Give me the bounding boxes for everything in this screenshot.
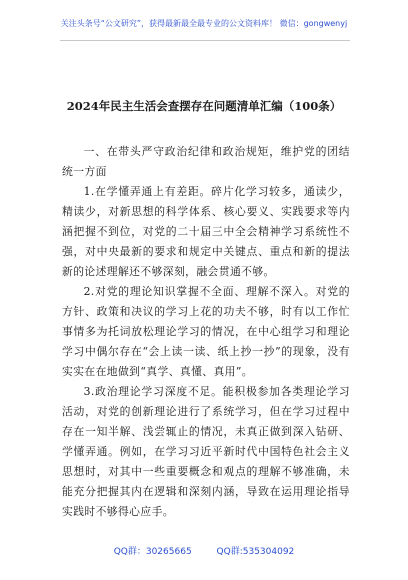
- footer-contacts: [0, 544, 408, 557]
- section-heading: 一、在带头严守政治纪律和政治规矩，维护党的团结统一方面: [62, 145, 350, 178]
- footer-qq-group-2[interactable]: QQ群:535304092: [216, 547, 295, 557]
- body-paragraph: 1.在学懂弄通上有差距。碎片化学习较多，通读少，精读少，对新思想的科学体系、核心要义、实践要求等内涵把握不到位，对党的二十届三中全会精神学习系统性不强，对中央最新的要求和规定中关键点、重点和新的提法新的论述理解还不够深刻，融会贯通不够。: [62, 185, 350, 278]
- document-title: 2024年民主生活会查摆存在问题清单汇编（100条）: [66, 99, 342, 113]
- body-paragraph: 3.政治理论学习深度不足。能积极参加各类理论学习活动，对党的创新理论进行了系统学习，但在学习过程中存在一知半解、浅尝辄止的情况，未真正做到深入钻研、学懂弄通。例如，在学习习近平新时代中国特色社会主义思想时，对其中一些重要概念和观点的理解不够准确，未能充分把握其内在逻辑和深刻内涵，导致在运用理论指导实践时不够得心应手。: [62, 385, 350, 518]
- body-paragraph: 2.对党的理论知识掌握不全面、理解不深入。对党的方针、政策和决议的学习上花的功夫不够，时有以工作忙事情多为托词放松理论学习的情况，在中心组学习和理论学习中偶尔存在“会上读一读、纸上抄一抄”的现象，没有实实在在地做到“真学、真懂、真用”。: [62, 285, 350, 378]
- footer-qq-group-1[interactable]: QQ群：30265665: [113, 547, 192, 557]
- document-body: [62, 142, 350, 522]
- header-divider: [60, 40, 350, 41]
- header-notice[interactable]: 关注头条号“公文研究”，获得最新最全最专业的公文资料库！ 微信：gongwenyj: [60, 19, 348, 28]
